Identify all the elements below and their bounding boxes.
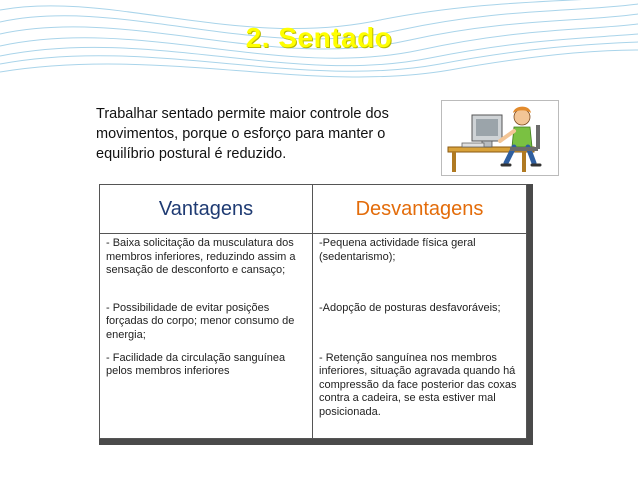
desvantagem-cell: - Retenção sanguínea nos membros inferiores, situação agravada quando há compressão da face posterior das coxas contra a cadeira, se esta estiver mal posicionada. [313,349,527,439]
desvantagem-cell: -Pequena actividade física geral (sedentarismo); [313,234,527,299]
header-desvantagens: Desvantagens [313,185,527,234]
vantagem-cell: - Facilidade da circulação sanguínea pelos membros inferiores [100,349,313,439]
desvantagem-cell: -Adopção de posturas desfavoráveis; [313,299,527,349]
vantagem-cell: - Baixa solicitação da musculatura dos membros inferiores, reduzindo assim a sensação de desconforto e cansaço; [100,234,313,299]
table-row [100,234,527,299]
header-vantagens: Vantagens [100,185,313,234]
table-row [100,349,527,439]
vantagem-cell: - Possibilidade de evitar posições forçadas do corpo; menor consumo de energia; [100,299,313,349]
comparison-table [99,184,527,439]
comparison-table-shadow [99,184,533,445]
person-at-computer-icon [441,100,559,176]
intro-paragraph: Trabalhar sentado permite maior controle dos movimentos, porque o esforço para manter o equilíbrio postural é reduzido. [96,106,389,162]
table-row [100,299,527,349]
slide-title: 2. Sentado [245,22,393,53]
